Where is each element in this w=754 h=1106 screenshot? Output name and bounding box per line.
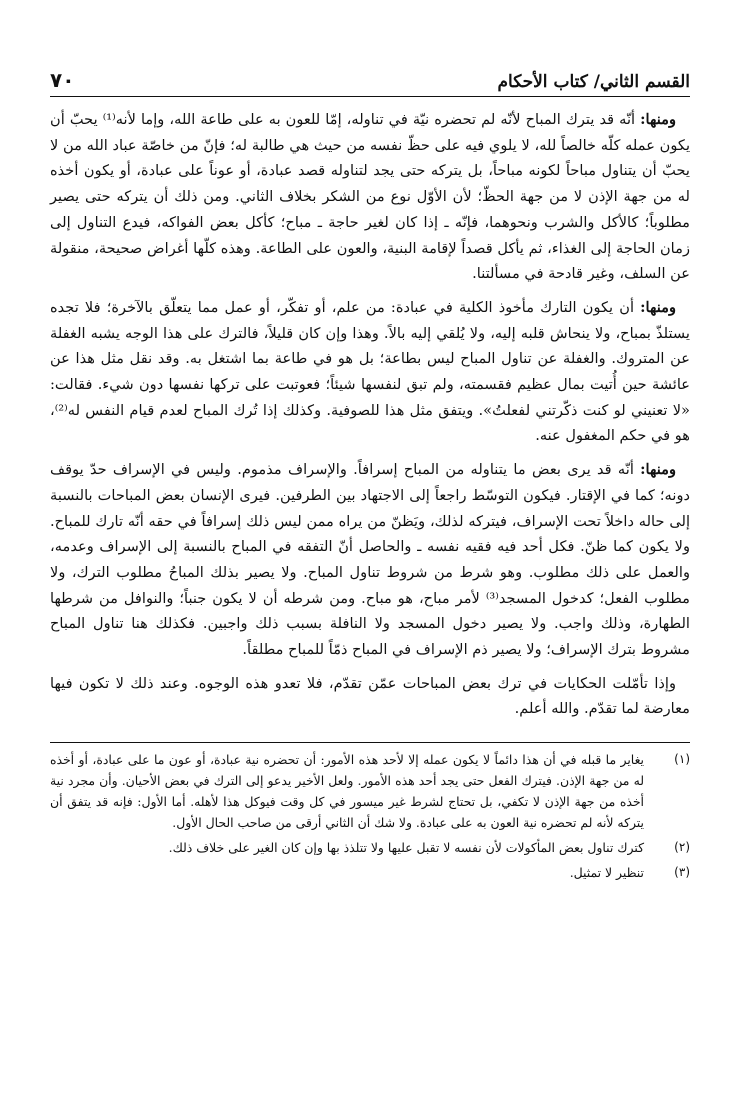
paragraph-text: أنّه قد يرى بعض ما يتناوله من المباح إسرافاً. والإسراف مذموم. وليس في الإسراف حدّ يوقف دونه؛ كما في الإقتار. فيكون التوسّط راجعاً إلى الاجتهاد بين الطرفين. فيرى الإنسان بعض المباحات بالنسبة إلى حاله داخلاً تحت الإسراف، فيتركه لذلك، ويَظنّ من يراه ممن ليس ذلك إسرافاً في حقه أنّه تارك للمباح. ولا يكون كما ظنّ. فكل أحد فيه فقيه نفسه ـ والحاصل أنّ التفقه في المباح بالنسبة إلى الإسراف وعدمه، والعمل على ذلك مطلوب. وهو شرط من شروط تناول المباح. ولا يصير بذلك المباحُ مطلوب الترك، ولا مطلوب الفعل؛ كدخول المسجد⁽³⁾ لأمر مباح، هو مباح. ومن شرطه أن لا يكون جنباً؛ والنوافل من شرطها الطهارة، وذلك واجب. ولا يصير دخول المسجد ولا النافلة بسبب ذلك واجبين. فكذلك هنا تناول المباح مشروط بترك الإسراف؛ ولا يصير ذم الإسراف في المباح ذمّاً للمباح مطلقاً. xyxy=(50,461,690,659)
footnote xyxy=(50,862,690,883)
paragraph xyxy=(50,671,690,722)
page-number: ٧٠ xyxy=(50,68,75,92)
page-header xyxy=(50,62,690,97)
main-text xyxy=(50,107,690,722)
paragraph-text: أن يكون التارك مأخوذ الكلية في عبادة: من علم، أو تفكّر، أو عمل مما يتعلّق بالآخرة؛ فلا تجده يستلذّ بمباح، ولا ينحاش قلبه إليه، ولا يُلقي إليه بالاً. وهذا وإن كان قليلاً، فالترك على هذا الوجه يشبه الغفلة عن المتروك. والغفلة عن تناول المباح ليس بطاعة؛ بل هو في طاعة بما اشتغل به. وقد نقل مثل هذا عن عائشة حين أُتيت بمال عظيم فقسمته، ولم تبق لنفسها شيئاً؛ فعوتبت على تركها نفسها دون شيء. فقالت: «لا تعنيني لو كنت ذكّرتني لفعلتُ». ويتفق مثل هذا للصوفية. وكذلك إذا تُرك المباح لعدم قيام النفس له⁽²⁾، هو في حكم المغفول عنه. xyxy=(50,298,690,445)
footnote xyxy=(50,837,690,858)
footnote-marker: (٣) xyxy=(674,865,690,880)
paragraph-text: وإذا تأمّلت الحكايات في ترك بعض المباحات عمّن تقدّم، فلا تعدو هذه الوجوه. وعند ذلك لا تكون فيها معارضة لما تقدّم. والله أعلم. xyxy=(50,674,690,718)
paragraph-lead: ومنها: xyxy=(640,461,676,479)
footnote-text: تنظير لا تمثيل. xyxy=(569,865,644,881)
paragraph-text: أنّه قد يترك المباح لأنّه لم تحضره نيّة في تناوله، إمّا للعون به على طاعة الله، وإما لأنه⁽¹⁾ يحبّ أن يكون عمله كلّه خالصاً لله، لا يلوي فيه على حظّ نفسه من حيث هي طالبة له؛ فإنّ من خاصّة عباد الله من لا يحبّ أن يتناول مباحاً لكونه مباحاً، بل يتركه حتى يجد لتناوله قصد عبادة، أو عوناً على عبادة، أو يكون أخذه له من جهة الإذن لا من جهة الحظّ؛ لأن الأوّل نوع من الشكر بخلاف الثاني. ومن ذلك أن يتركه حتى يصير مطلوباً؛ كالأكل والشرب ونحوهما، فإنّه ـ إذا كان لغير حاجة ـ مباح؛ كأكل بعض الفواكه، فيدع التناول إلى زمان الحاجة إلى الغذاء، ثم يأكل قصداً لإقامة البنية، والعون على الطاعة. وهذه كلّها أغراض صحيحة، منقولة عن السلف، وغير قادحة في مسألتنا. xyxy=(50,111,691,283)
running-title: القسم الثاني/ كتاب الأحكام xyxy=(497,72,690,92)
footnotes xyxy=(50,749,690,883)
paragraph-lead: ومنها: xyxy=(640,111,676,128)
footnote-separator xyxy=(50,742,690,743)
footnote-marker: (٢) xyxy=(674,840,690,855)
footnote xyxy=(50,749,690,833)
page xyxy=(50,62,690,1092)
paragraph-lead: ومنها: xyxy=(640,298,676,316)
footnote-text: كترك تناول بعض المأكولات لأن نفسه لا تقبل عليها ولا تتلذذ بها وإن كان الغير على خلاف ذلك. xyxy=(168,840,644,856)
footnote-marker: (١) xyxy=(674,752,690,767)
paragraph xyxy=(50,295,690,449)
footnote-text: يغاير ما قبله في أن هذا دائماً لا يكون عمله إلا لأحد هذه الأمور: أن تحضره نية عبادة، أو عون ما على عبادة، أو أخذه له من جهة الإذن. فيترك الفعل حتى يجد أحد هذه الأمور. ولعل الأخير يدعو إلى الترك في بعض الأحيان. وأن مجرد نية أخذه من جهة الإذن لا تكفي، بل تحتاج لشرط غير ميسور في كل وقت فيوكل هذا لأهله. أما الأول: فإنه قد يتفق أن يتركه لأنه لم تحضره نية العون به على عبادة. ولا شك أن الثاني أرقى من صاحب الحال الأول. xyxy=(50,752,644,831)
paragraph xyxy=(50,107,690,287)
paragraph xyxy=(50,457,690,663)
